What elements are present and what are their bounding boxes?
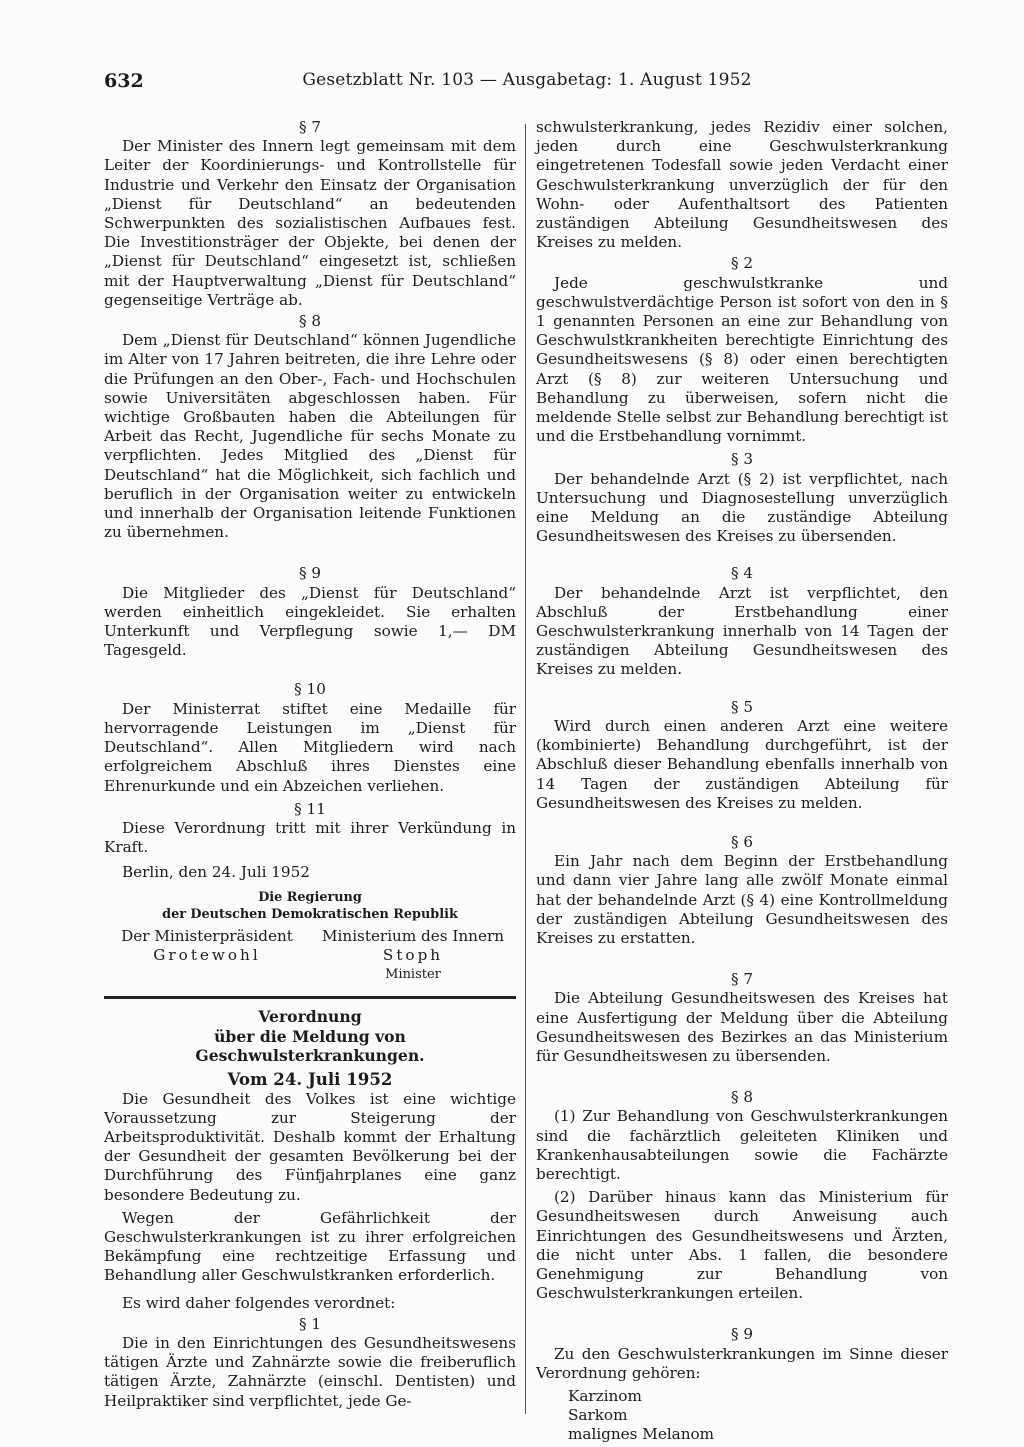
section-text: Der behandelnde Arzt ist verpflichtet, den Abschluß der Erstbehandlung einer Geschwulsterkrankung innerhalb von 14 Tagen der zuständigen Abteilung Gesundheitswesen des Kreises zu melden.: [536, 583, 948, 679]
right-column: [536, 118, 948, 1445]
page-header: [104, 70, 950, 100]
section-heading: § 11: [294, 799, 326, 818]
section-text: Die Abteilung Gesundheitswesen des Kreises hat eine Ausfertigung der Meldung über die Abteilung Gesundheitswesen des Bezirkes an das Ministerium für Gesundheitswesen zu übersenden.: [536, 989, 948, 1065]
section-heading: § 10: [294, 680, 326, 699]
section-heading: § 7: [730, 970, 754, 989]
list-item: malignes Melanom: [568, 1425, 715, 1444]
decree-title: Verordnung: [258, 1007, 362, 1027]
section-heading: § 6: [730, 832, 754, 851]
section-text: (1) Zur Behandlung von Geschwulsterkrankungen sind die fachärztlich geleiteten Kliniken und Krankenhausabteilungen sowie die Fachärzte berechtigt.: [536, 1107, 948, 1183]
section-text: Diese Verordnung tritt mit ihrer Verkündung in Kraft.: [104, 818, 516, 857]
section-rule: [104, 996, 516, 999]
list-item: Sarkom: [568, 1406, 628, 1425]
section-text: Die in den Einrichtungen des Gesundheitswesens tätigen Ärzte und Zahnärzte sowie die freiberuflich tätigen Ärzte, Zahnärzte (einschl. Dentisten) und Heilpraktiker sind verpflichtet, jede Ge-: [104, 1334, 516, 1410]
section-heading: § 3: [730, 450, 754, 469]
section-text: Der behandelnde Arzt (§ 2) ist verpflichtet, nach Untersuchung und Diagnosestellung unverzüglich eine Meldung an die zuständige Abteilung Gesundheitswesen des Kreises zu übersenden.: [536, 469, 948, 546]
signature-right: [310, 927, 516, 985]
section-text: Jede geschwulstkranke und geschwulstverdächtige Person ist sofort von den in § 1 genannten Personen an eine zur Behandlung von Geschwulstkrankheiten berechtigte Einrichtung des Gesundheitswesens (§ 8) oder einen berechtigten Arzt (§ 8) zur weiteren Untersuchung und Behandlung zu überweisen, sofern nicht die meldende Stelle selbst zur Behandlung berechtigt ist und die Erstbehandlung vornimmt.: [536, 273, 948, 446]
section-text: (2) Darüber hinaus kann das Ministerium für Gesundheitswesen durch Anweisung auch Einrichtungen des Gesundheitswesens und Ärzten, die nicht unter Abs. 1 fallen, die besondere Genehmigung zur Behandlung von Geschwulsterkrankungen erteilen.: [536, 1188, 948, 1303]
page-number: 632: [104, 70, 144, 92]
signature-block: [104, 927, 516, 985]
section-text: Dem „Dienst für Deutschland“ können Jugendliche im Alter von 17 Jahren beitreten, die ihre Lehre oder die Prüfungen an den Ober-, Fach- und Hochschulen sowie Universitäten abgeschlossen haben. Für wichtige Großbauten haben die Abteilungen für Arbeit das Recht, Jugendliche für sechs Monate zu verpflichten. Jedes Mitglied des „Dienst für Deutschland“ hat die Möglichkeit, sich fachlich und beruflich in der Organisation weiter zu entwickeln und innerhalb der Organisation leitende Funktionen zu übernehmen.: [104, 331, 516, 542]
column-divider: [525, 124, 526, 1414]
section-text: Die Mitglieder des „Dienst für Deutschland“ werden einheitlich eingekleidet. Sie erhalten Unterkunft und Verpflegung sowie 1,— DM Tagesgeld.: [104, 583, 516, 660]
section-heading: § 5: [730, 697, 754, 716]
decree-date: Vom 24. Juli 1952: [227, 1068, 393, 1089]
signatory-name: Grotewohl: [153, 945, 261, 964]
section-heading: § 1: [298, 1314, 322, 1333]
running-title: Gesetzblatt Nr. 103 — Ausgabetag: 1. August 1952: [302, 70, 752, 90]
ordered-line: Es wird daher folgendes verordnet:: [122, 1293, 396, 1312]
intro-paragraph: Die Gesundheit des Volkes ist eine wichtige Voraussetzung zur Steigerung der Arbeitsproduktivität. Deshalb kommt der Erhaltung der Gesundheit der gesamten Bevölkerung bei der Durchführung des Fünfjahrplanes eine ganz besondere Bedeutung zu.: [104, 1089, 516, 1204]
section-heading: § 2: [730, 254, 754, 273]
tumor-type-list: [536, 1387, 948, 1445]
section-heading: § 7: [298, 118, 322, 136]
signatory-role: Minister: [385, 966, 441, 982]
section-text: Zu den Geschwulsterkrankungen im Sinne dieser Verordnung gehören:: [536, 1344, 948, 1382]
signatory-name: Stoph: [382, 945, 444, 964]
section-text: Wird durch einen anderen Arzt eine weitere (kombinierte) Behandlung durchgeführt, ist der Abschluß dieser Behandlung ebenfalls innerhalb von 14 Tagen der zuständigen Abteilung für Gesundheitswesen des Kreises zu melden.: [536, 716, 948, 812]
signature-left: [104, 927, 310, 985]
section-heading: § 4: [730, 564, 754, 583]
left-column: [104, 118, 516, 1411]
signatory-title: Ministerium des Innern: [322, 926, 504, 945]
section-heading: § 9: [298, 564, 322, 583]
section-heading: § 8: [730, 1088, 754, 1107]
section-heading: § 9: [730, 1325, 754, 1344]
section-text: Der Minister des Innern legt gemeinsam mit dem Leiter der Koordinierungs- und Kontrollstelle für Industrie und Verkehr den Einsatz der Organisation „Dienst für Deutschland“ an bedeutenden Schwerpunkten des sozialistischen Aufbaues fest. Die Investitionsträger der Objekte, bei denen der „Dienst für Deutschland“ eingesetzt ist, schließen mit der Hauptverwaltung „Dienst für Deutschland“ gegenseitige Verträge ab.: [104, 137, 516, 309]
section-text: Der Ministerrat stiftet eine Medaille für hervorragende Leistungen im „Dienst für Deutschland“. Allen Mitgliedern wird nach erfolgreichem Abschluß ihres Dienstes eine Ehrenurkunde und ein Abzeichen verliehen.: [104, 699, 516, 795]
place-date: Berlin, den 24. Juli 1952: [122, 863, 310, 882]
section-heading: § 8: [298, 312, 322, 331]
signatory-title: Der Ministerpräsident: [121, 926, 293, 945]
section-text-continued: schwulsterkrankung, jedes Rezidiv einer solchen, jeden durch eine Geschwulsterkrankung eingetretenen Todesfall sowie jeden Verdacht einer Geschwulsterkrankung unverzüglich der für den Wohn- oder Aufenthaltsort des Patienten zuständigen Abteilung Gesundheitswesen des Kreises zu melden.: [536, 118, 948, 252]
section-text: Ein Jahr nach dem Beginn der Erstbehandlung und dann vier Jahre lang alle zwölf Monate einmal hat der behandelnde Arzt (§ 4) eine Kontrollmeldung der zuständigen Abteilung Gesundheitswesen des Kreises zu erstatten.: [536, 852, 948, 947]
government-line: der Deutschen Demokratischen Republik: [162, 906, 458, 922]
intro-paragraph: Wegen der Gefährlichkeit der Geschwulsterkrankungen ist zu ihrer erfolgreichen Bekämpfung eine rechtzeitige Erfassung und Behandlung aller Geschwulstkranken erforderlich.: [104, 1208, 516, 1285]
government-line: Die Regierung: [258, 889, 362, 905]
decree-title: über die Meldung von Geschwulsterkrankungen.: [195, 1026, 425, 1066]
list-item: Karzinom: [568, 1386, 642, 1405]
